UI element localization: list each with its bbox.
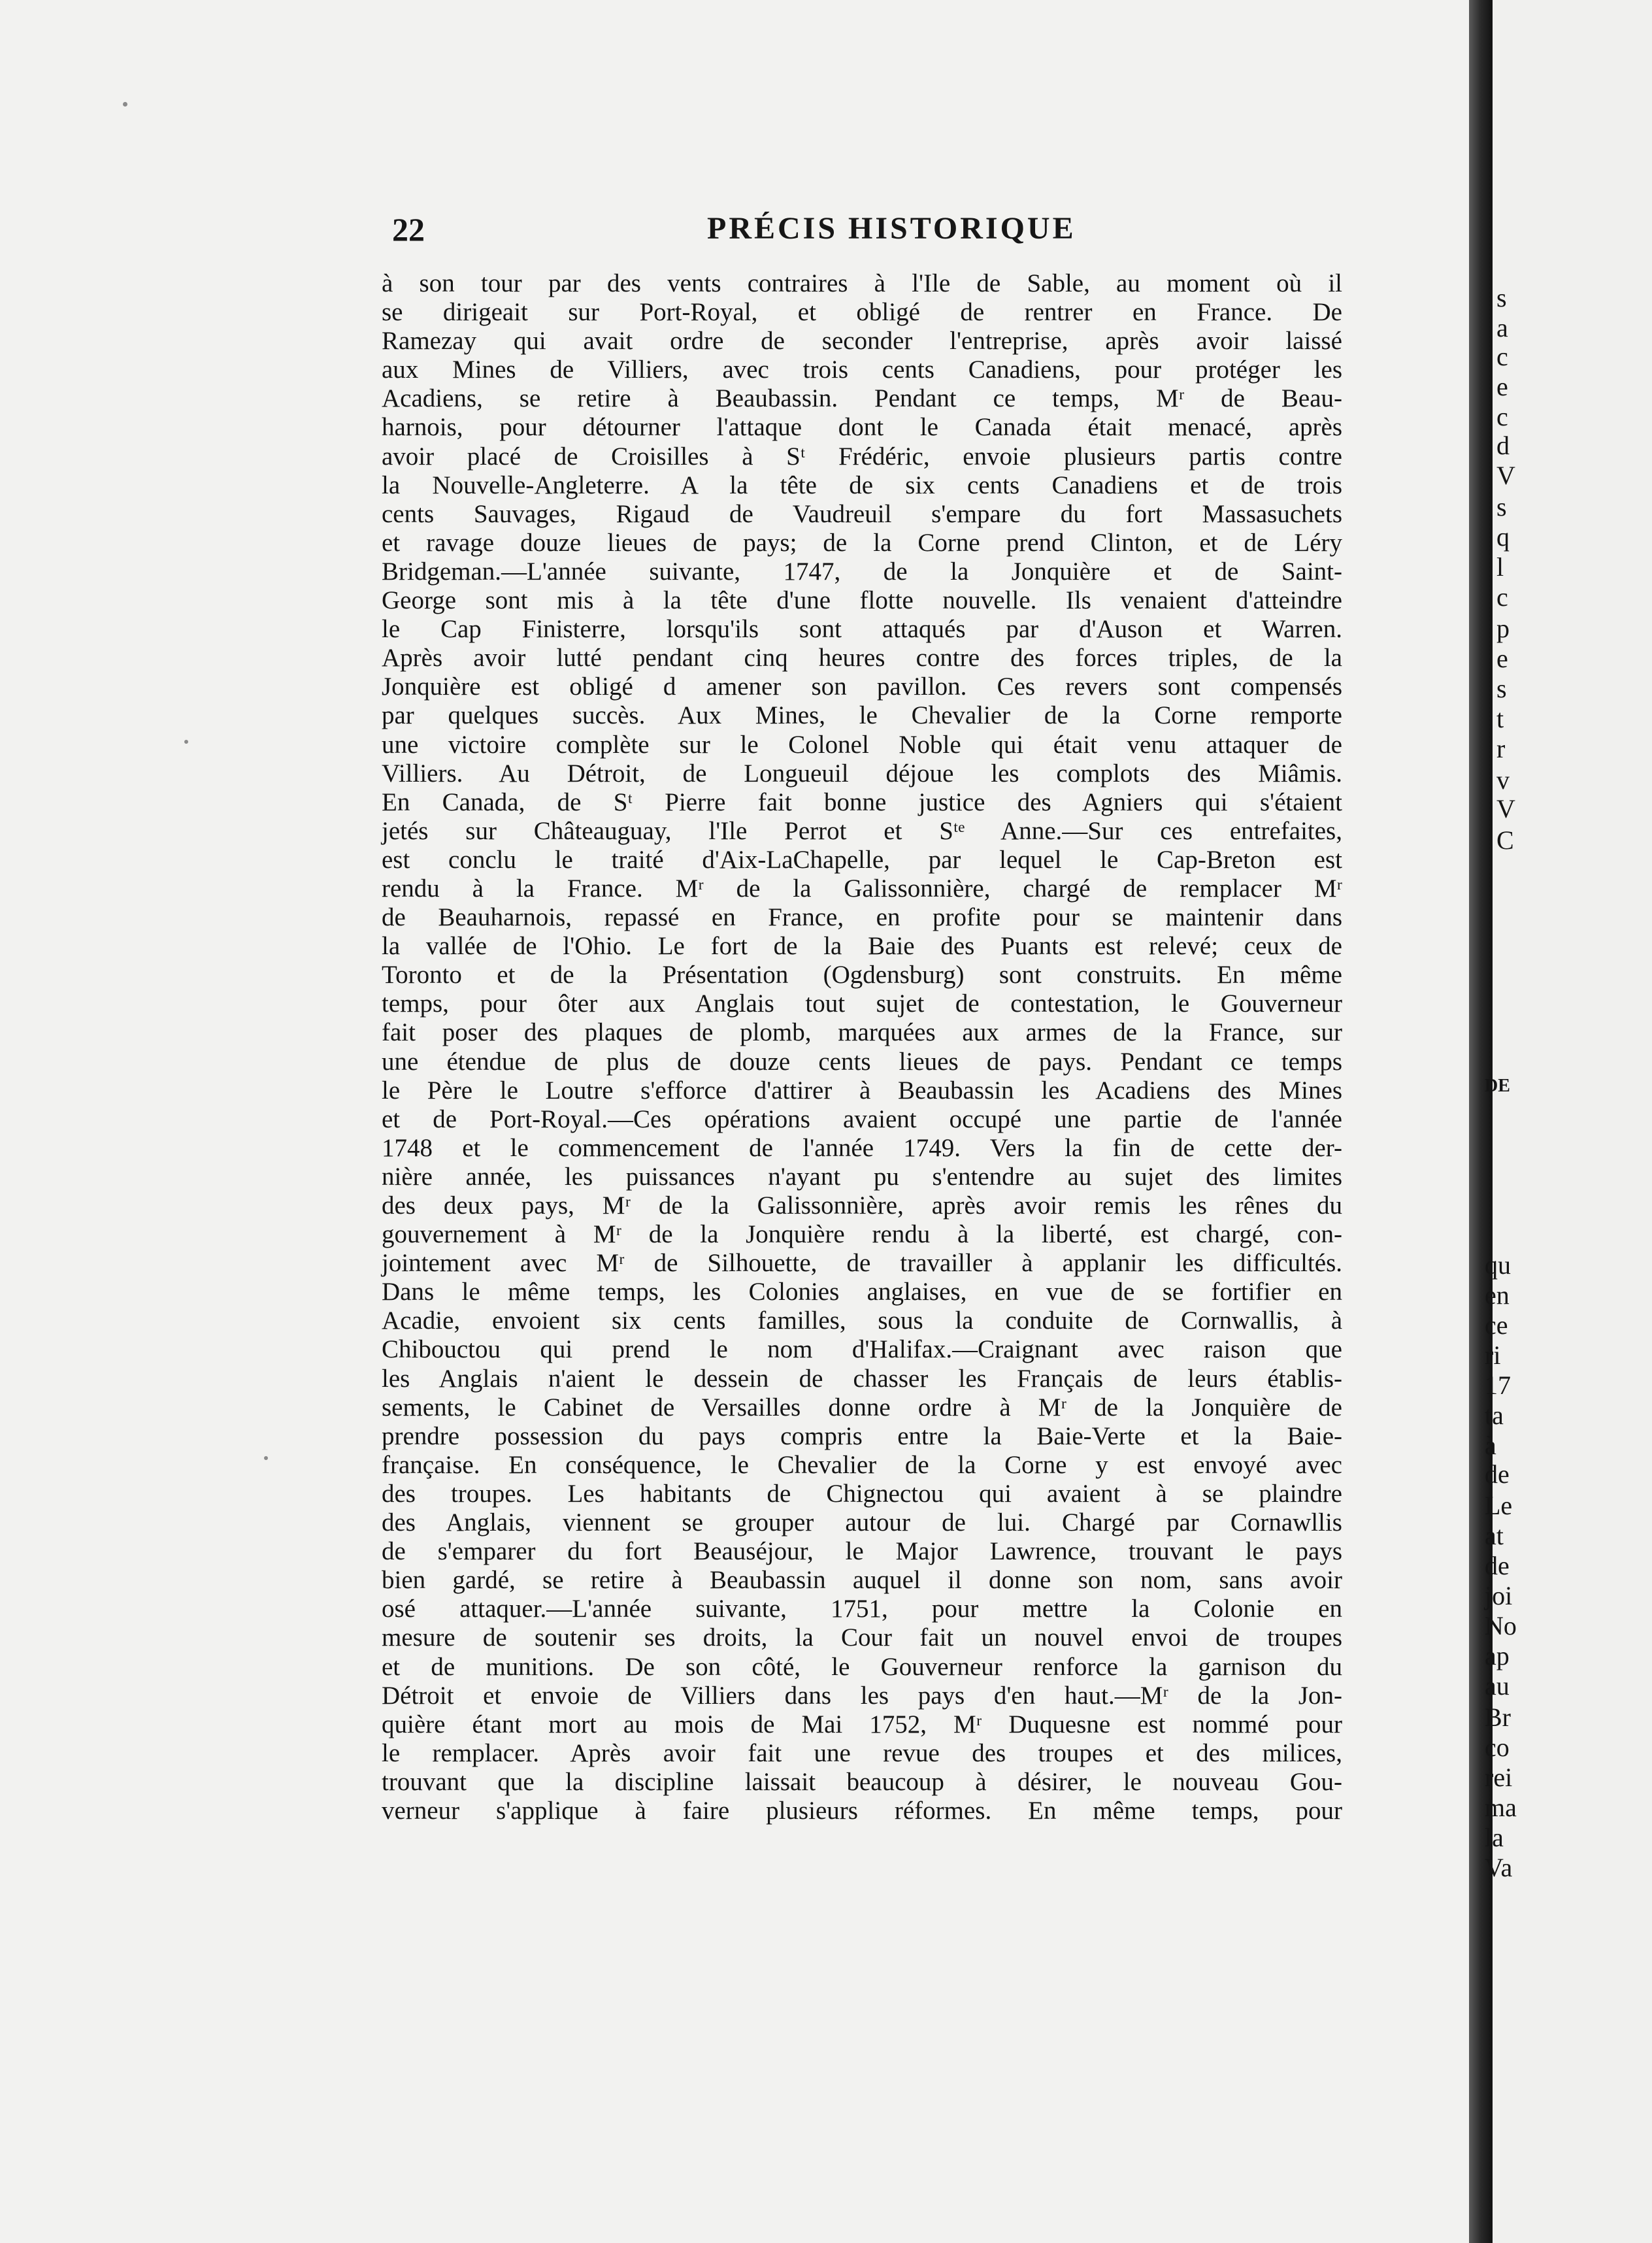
body-text <box>382 269 1342 1825</box>
facing-page-fragment: Va <box>1485 1853 1513 1882</box>
facing-page-fragment: de <box>1485 1551 1510 1580</box>
facing-page-fragment: s <box>1496 283 1507 312</box>
text-line: aux Mines de Villiers, avec trois cents Canadiens, pour protéger les <box>382 356 1342 384</box>
text-line: gouvernement à Mʳ de la Jonquière rendu à la liberté, est chargé, con- <box>382 1220 1342 1249</box>
facing-page-fragment: a <box>1496 313 1508 342</box>
facing-page-fragment: d <box>1496 431 1510 460</box>
text-line: et ravage douze lieues de pays; de la Corne prend Clinton, et de Léry <box>382 528 1342 557</box>
facing-page-fragment: Le <box>1485 1491 1513 1520</box>
facing-page-fragment: e <box>1496 372 1508 401</box>
text-line: avoir placé de Croisilles à Sᵗ Frédéric, envoie plusieurs partis contre <box>382 442 1342 471</box>
facing-page-fragment: la <box>1485 1823 1504 1852</box>
text-line: jetés sur Châteauguay, l'Ile Perrot et Sᵗᵉ Anne.—Sur ces entrefaites, <box>382 816 1342 845</box>
text-line: une victoire complète sur le Colonel Noble qui était venu attaquer de <box>382 730 1342 759</box>
text-line: verneur s'applique à faire plusieurs réformes. En même temps, pour <box>382 1796 1342 1825</box>
text-line: et de munitions. De son côté, le Gouverneur renforce la garnison du <box>382 1652 1342 1681</box>
text-line: prendre possession du pays compris entre la Baie-Verte et la Baie- <box>382 1421 1342 1450</box>
text-line: le Cap Finisterre, lorsqu'ils sont attaqués par d'Auson et Warren. <box>382 615 1342 644</box>
text-line: jointement avec Mʳ de Silhouette, de travailler à applanir les difficultés. <box>382 1249 1342 1278</box>
text-line: des troupes. Les habitants de Chignectou qui avaient à se plaindre <box>382 1479 1342 1508</box>
text-line: Toronto et de la Présentation (Ogdensburg) sont construits. En même <box>382 961 1342 989</box>
text-line: la vallée de l'Ohio. Le fort de la Baie des Puants est relevé; ceux de <box>382 932 1342 961</box>
facing-page-fragment: s <box>1496 492 1507 522</box>
text-line: par quelques succès. Aux Mines, le Chevalier de la Corne remporte <box>382 701 1342 730</box>
text-line: une étendue de plus de douze cents lieues de pays. Pendant ce temps <box>382 1047 1342 1076</box>
text-line: Acadie, envoient six cents familles, sous la conduite de Cornwallis, à <box>382 1306 1342 1335</box>
text-line: Dans le même temps, les Colonies anglaises, en vue de se fortifier en <box>382 1278 1342 1306</box>
facing-page-fragment: V <box>1496 461 1515 490</box>
text-line: de s'emparer du fort Beauséjour, le Major Lawrence, trouvant le pays <box>382 1537 1342 1566</box>
facing-page-fragment: DE <box>1485 1076 1510 1096</box>
text-line: rendu à la France. Mʳ de la Galissonnière, chargé de remplacer Mʳ <box>382 874 1342 903</box>
facing-page-fragment: au <box>1485 1671 1510 1701</box>
facing-page-fragment: co <box>1485 1733 1510 1762</box>
text-line: nière année, les puissances n'ayant pu s'entendre au sujet des limites <box>382 1162 1342 1191</box>
text-line: Chibouctou qui prend le nom d'Halifax.—Craignant avec raison que <box>382 1335 1342 1364</box>
facing-page-fragment: q <box>1496 522 1510 552</box>
facing-page-fragment: ma <box>1485 1793 1517 1822</box>
facing-page-fragment: r <box>1496 734 1506 763</box>
facing-page-fragment: c <box>1496 402 1508 431</box>
text-line: des Anglais, viennent se grouper autour de lui. Chargé par Cornawllis <box>382 1508 1342 1537</box>
text-line: harnois, pour détourner l'attaque dont le Canada était menacé, après <box>382 413 1342 442</box>
page-gutter-shadow <box>1469 0 1493 2243</box>
text-line: la Nouvelle-Angleterre. A la tête de six cents Canadiens et de trois <box>382 471 1342 499</box>
text-line: des deux pays, Mʳ de la Galissonnière, après avoir remis les rênes du <box>382 1191 1342 1220</box>
text-line: le Père le Loutre s'efforce d'attirer à Beaubassin les Acadiens des Mines <box>382 1076 1342 1105</box>
scan-speck <box>123 102 127 107</box>
facing-page-fragment: ap <box>1485 1641 1510 1670</box>
facing-page-fragment: qu <box>1485 1250 1511 1280</box>
text-line: Bridgeman.—L'année suivante, 1747, de la Jonquière et de Saint- <box>382 557 1342 586</box>
facing-page-fragment: en <box>1485 1280 1510 1310</box>
facing-page-fragment: C <box>1496 825 1514 855</box>
text-line: 1748 et le commencement de l'année 1749. Vers la fin de cette der- <box>382 1133 1342 1162</box>
text-line: Acadiens, se retire à Beaubassin. Pendant ce temps, Mʳ de Beau- <box>382 384 1342 413</box>
text-line: Jonquière est obligé d amener son pavillon. Ces revers sont compensés <box>382 673 1342 701</box>
facing-page-fragment: ce <box>1485 1310 1508 1340</box>
facing-page-fragment: t <box>1496 704 1504 733</box>
text-line: française. En conséquence, le Chevalier de la Corne y est envoyé avec <box>382 1450 1342 1479</box>
text-line: Détroit et envoie de Villiers dans les pays d'en haut.—Mʳ de la Jon- <box>382 1681 1342 1710</box>
page-number: 22 <box>392 211 425 248</box>
text-line: cents Sauvages, Rigaud de Vaudreuil s'empare du fort Massasuchets <box>382 499 1342 528</box>
text-line: fait poser des plaques de plomb, marquées aux armes de la France, sur <box>382 1018 1342 1047</box>
text-line: et de Port-Royal.—Ces opérations avaient occupé une partie de l'année <box>382 1105 1342 1133</box>
text-line: En Canada, de Sᵗ Pierre fait bonne justice des Agniers qui s'étaient <box>382 788 1342 816</box>
facing-page-fragment: à <box>1485 1431 1496 1460</box>
facing-page-fragment: s <box>1496 674 1507 703</box>
facing-page-fragment: V <box>1496 794 1515 823</box>
running-title: PRÉCIS HISTORIQUE <box>707 211 1076 246</box>
text-line: osé attaquer.—L'année suivante, 1751, pour mettre la Colonie en <box>382 1595 1342 1623</box>
facing-page-edge <box>1485 0 1652 2243</box>
text-line: les Anglais n'aient le dessein de chasser les Français de leurs établis- <box>382 1364 1342 1393</box>
text-line: Après avoir lutté pendant cinq heures contre des forces triples, de la <box>382 644 1342 673</box>
text-line: quière étant mort au mois de Mai 1752, Mʳ Duquesne est nommé pour <box>382 1710 1342 1738</box>
text-line: trouvant que la discipline laissait beaucoup à désirer, le nouveau Gou- <box>382 1767 1342 1796</box>
scan-speck <box>184 740 188 744</box>
facing-page-fragment: Br <box>1485 1703 1511 1732</box>
facing-page-fragment: de <box>1485 1459 1510 1489</box>
text-line: le remplacer. Après avoir fait une revue des troupes et des milices, <box>382 1738 1342 1767</box>
facing-page-fragment: l <box>1496 552 1504 582</box>
text-line: est conclu le traité d'Aix-LaChapelle, par lequel le Cap-Breton est <box>382 845 1342 874</box>
text-line: Ramezay qui avait ordre de seconder l'entreprise, après avoir laissé <box>382 327 1342 356</box>
facing-page-fragment: at <box>1485 1521 1504 1550</box>
text-line: se dirigeait sur Port-Royal, et obligé de rentrer en France. De <box>382 298 1342 327</box>
text-line: à son tour par des vents contraires à l'Ile de Sable, au moment où il <box>382 269 1342 297</box>
scan-speck <box>264 1456 268 1460</box>
facing-page-fragment: p <box>1496 614 1510 643</box>
facing-page-fragment: 17 <box>1485 1371 1511 1400</box>
facing-page-fragment: v <box>1496 765 1510 795</box>
facing-page-fragment: ri <box>1485 1340 1501 1370</box>
text-line: Villiers. Au Détroit, de Longueuil déjoue les complots des Miâmis. <box>382 759 1342 788</box>
facing-page-fragment: rei <box>1485 1763 1513 1792</box>
facing-page-fragment: No <box>1485 1611 1517 1640</box>
facing-page-fragment: c <box>1496 342 1508 371</box>
text-line: mesure de soutenir ses droits, la Cour fait un nouvel envoi de troupes <box>382 1623 1342 1652</box>
facing-page-fragment: c <box>1496 582 1508 612</box>
facing-page-fragment: joi <box>1485 1581 1513 1610</box>
facing-page-fragment: e <box>1496 644 1508 673</box>
facing-page-fragment: ta <box>1485 1401 1504 1430</box>
text-line: bien gardé, se retire à Beaubassin auquel il donne son nom, sans avoir <box>382 1566 1342 1595</box>
text-line: de Beauharnois, repassé en France, en profite pour se maintenir dans <box>382 903 1342 932</box>
text-line: sements, le Cabinet de Versailles donne ordre à Mʳ de la Jonquière de <box>382 1393 1342 1421</box>
text-line: George sont mis à la tête d'une flotte nouvelle. Ils venaient d'atteindre <box>382 586 1342 615</box>
text-line: temps, pour ôter aux Anglais tout sujet de contestation, le Gouverneur <box>382 989 1342 1018</box>
